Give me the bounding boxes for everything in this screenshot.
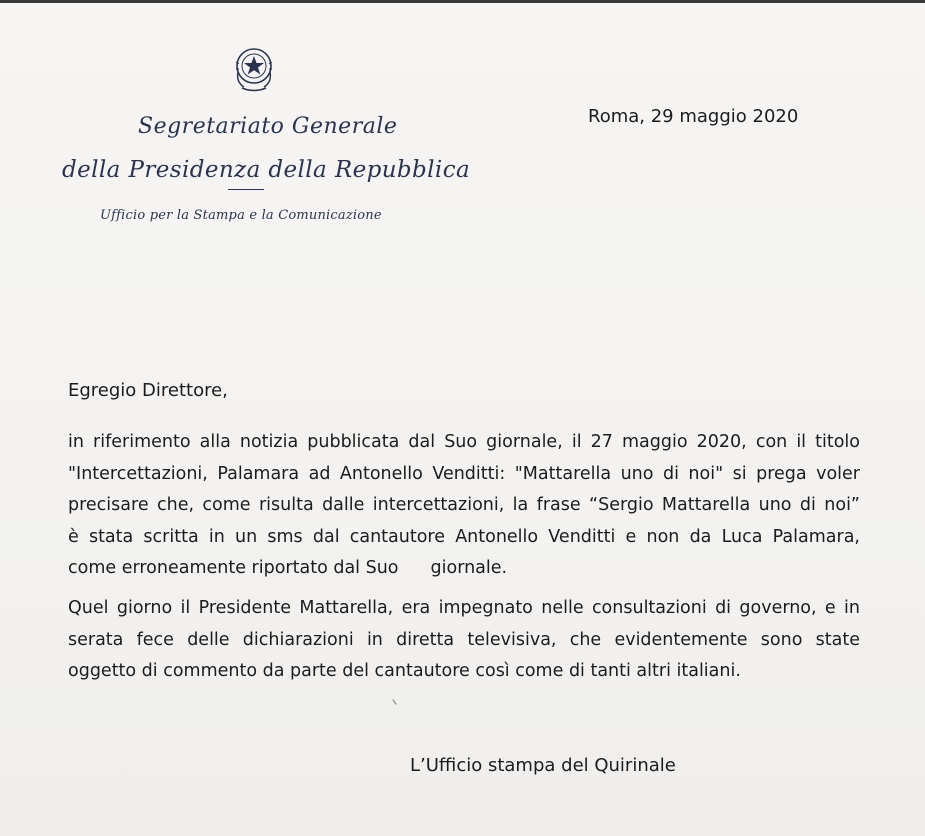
italian-republic-emblem-icon — [230, 42, 278, 94]
paragraph-2-line-2: serata fece delle dichiarazioni in diretta televisiva, che evidentemente sono state — [68, 629, 860, 650]
paragraph-1-line-5b: giornale. — [430, 558, 508, 578]
paragraph-2-line-3: oggetto di commento da parte del cantautore così come di tanti altri italiani. — [68, 661, 741, 681]
paragraph-1-line-5a: come erroneamente riportato dal Suo — [68, 558, 399, 578]
greeting: Egregio Direttore, — [68, 380, 228, 401]
scan-top-edge — [0, 0, 925, 3]
paragraph-1-line-5 — [68, 553, 860, 585]
paragraph-1-line-4: è stata scritta in un sms dal cantautore Antonello Venditti e non da Luca Palamara, — [68, 526, 860, 547]
header-line-2: della Presidenza della Repubblica — [62, 157, 471, 183]
signature: L’Ufficio stampa del Quirinale — [410, 755, 676, 776]
header-divider — [228, 189, 264, 190]
paragraph-2-line-1: Quel giorno il Presidente Mattarella, era impegnato nelle consultazioni di governo, e in — [68, 598, 860, 618]
paragraph-1-line-3: precisare che, come risulta dalle intercettazioni, la frase “Sergio Mattarella uno di noi” — [68, 495, 860, 515]
stray-mark — [392, 699, 396, 704]
header-line-1: Segretariato Generale — [138, 114, 398, 139]
header-line-3: Ufficio per la Stampa e la Comunicazione — [100, 208, 382, 223]
letter-date: Roma, 29 maggio 2020 — [588, 106, 799, 127]
paragraph-1 — [68, 427, 860, 585]
paragraph-2 — [68, 593, 860, 688]
paragraph-1-line-2: "Intercettazioni, Palamara ad Antonello Venditti: "Mattarella uno di noi" si prega voler — [68, 463, 860, 484]
paragraph-1-line-1: in riferimento alla notizia pubblicata dal Suo giornale, il 27 maggio 2020, con il titolo — [68, 432, 860, 452]
